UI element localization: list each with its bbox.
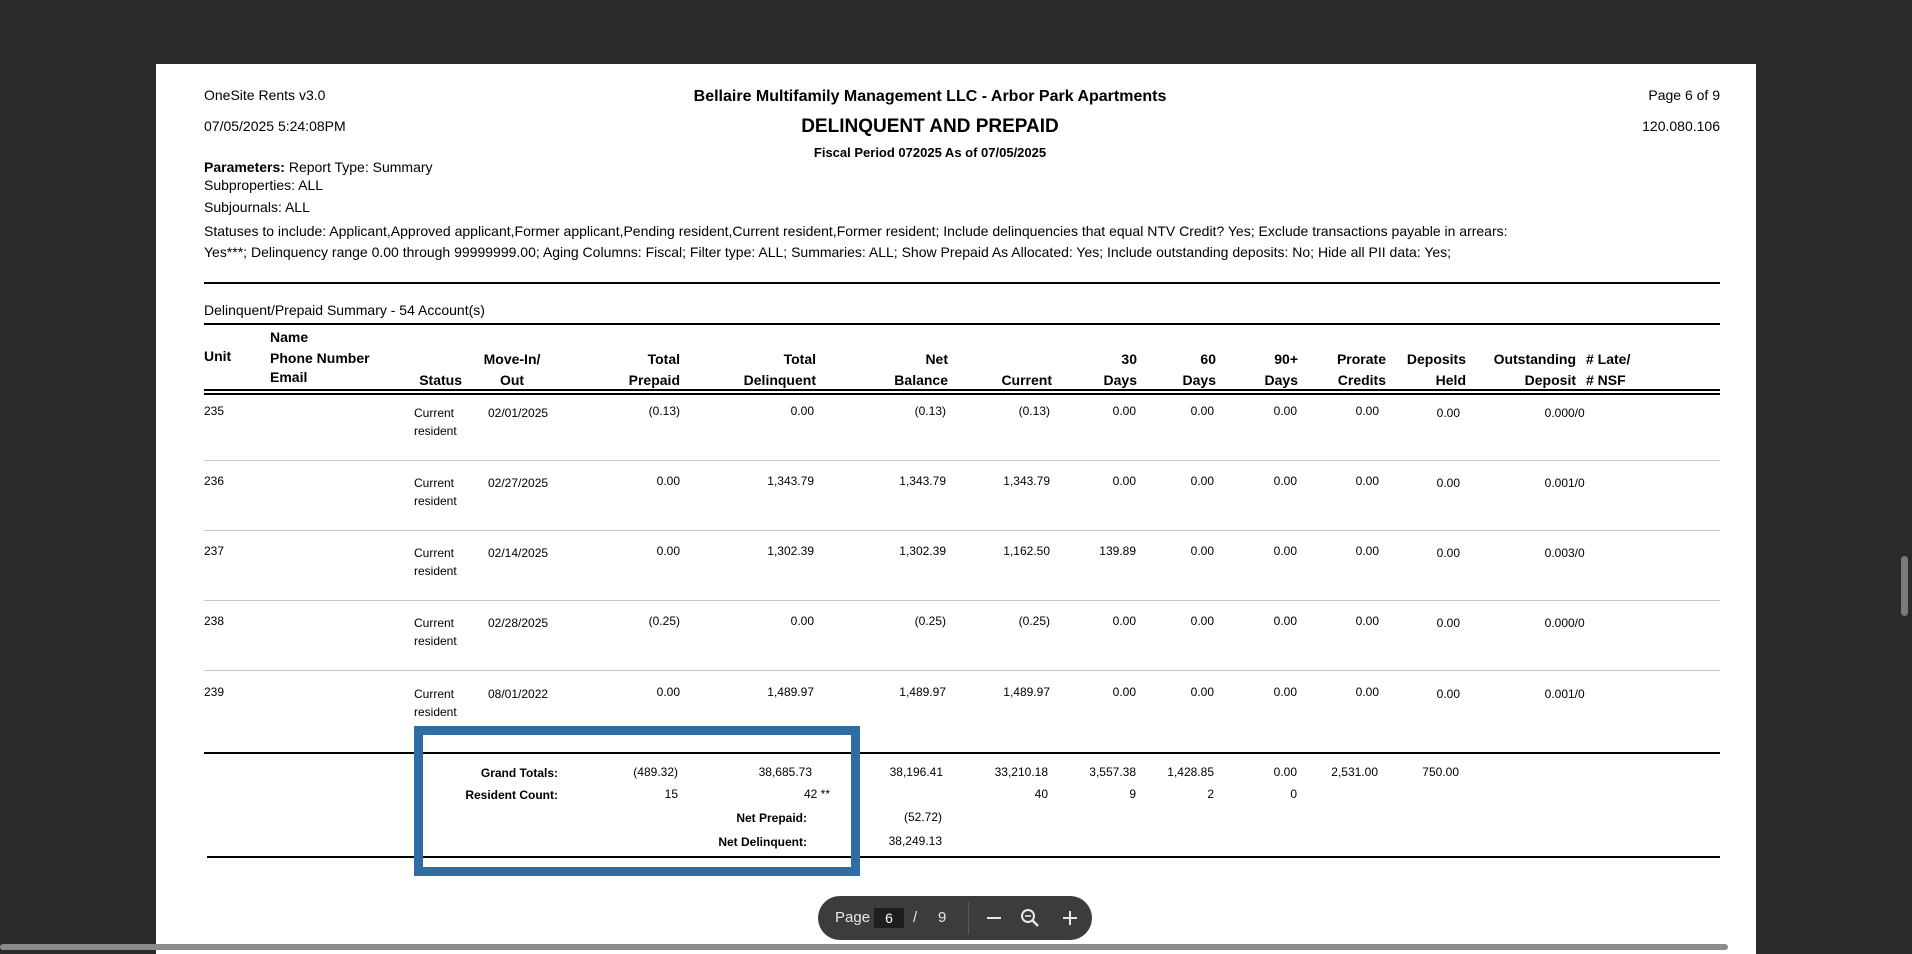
net-prepaid-value: (52.72) bbox=[903, 810, 942, 824]
row-cell-movein: 02/28/2025 bbox=[488, 616, 549, 630]
row-cell-movein: 02/27/2025 bbox=[488, 476, 549, 490]
report-page bbox=[156, 64, 1756, 954]
row-cell-net: (0.13) bbox=[914, 404, 946, 418]
row-cell-movein: 02/01/2025 bbox=[488, 406, 549, 420]
minus-icon bbox=[982, 906, 1006, 930]
statuses-text: Statuses to include: Applicant,Approved applicant,Former applicant,Pending resident,Current resident,Former resident; Include delinquencies that equal NTV Credit? Yes; Exclude transactions payable in arrears: Yes***; Delinquency range 0.00 through 99999999.00; Aging Columns: Fiscal; Filter type: ALL; Summaries: ALL; Show Prepaid As Allocated: Yes; Include outstanding deposits: No; Hide all PII data: Yes; bbox=[204, 223, 1508, 260]
plus-icon bbox=[1058, 906, 1082, 930]
row-cell-outst: 0.00 bbox=[1544, 476, 1568, 490]
row-divider bbox=[204, 460, 1720, 461]
row-cell-outst: 0.00 bbox=[1544, 406, 1568, 420]
row-cell-unit: 239 bbox=[204, 685, 225, 699]
magnifier-icon bbox=[1018, 906, 1042, 930]
row-cell-prorate: 0.00 bbox=[1355, 404, 1379, 418]
row-cell-current: 1,162.50 bbox=[1003, 544, 1050, 558]
row-cell-unit: 235 bbox=[204, 404, 225, 418]
row-cell-d60: 0.00 bbox=[1190, 404, 1214, 418]
row-cell-prorate: 0.00 bbox=[1355, 685, 1379, 699]
total-pages: 9 bbox=[938, 909, 947, 926]
col-total-delinquent: Total Delinquent bbox=[743, 351, 816, 388]
count-60: 2 bbox=[1207, 787, 1214, 801]
row-cell-status2: resident bbox=[414, 705, 457, 719]
row-cell-late: 1/0 bbox=[1568, 687, 1585, 701]
row-cell-status1: Current bbox=[414, 406, 455, 420]
row-cell-d30: 0.00 bbox=[1112, 685, 1136, 699]
row-cell-deposits: 0.00 bbox=[1436, 687, 1460, 701]
row-cell-net: 1,489.97 bbox=[899, 685, 946, 699]
row-cell-status2: resident bbox=[414, 424, 457, 438]
row-cell-delinq: 1,302.39 bbox=[767, 544, 814, 558]
row-cell-current: (0.25) bbox=[1018, 614, 1050, 628]
row-cell-movein: 02/14/2025 bbox=[488, 546, 549, 560]
grand-total-60: 1,428.85 bbox=[1167, 765, 1214, 779]
row-cell-status2: resident bbox=[414, 634, 457, 648]
row-cell-deposits: 0.00 bbox=[1436, 616, 1460, 630]
page-separator: / bbox=[913, 909, 918, 926]
row-cell-d90: 0.00 bbox=[1273, 544, 1297, 558]
row-cell-status1: Current bbox=[414, 476, 455, 490]
row-cell-current: 1,489.97 bbox=[1003, 685, 1050, 699]
divider bbox=[204, 393, 1720, 395]
count-90: 0 bbox=[1290, 787, 1297, 801]
parameters-value: Report Type: Summary bbox=[288, 159, 433, 175]
col-status: Status bbox=[419, 372, 462, 388]
row-cell-outst: 0.00 bbox=[1544, 687, 1568, 701]
grand-total-net: 38,196.41 bbox=[889, 765, 943, 779]
row-cell-status1: Current bbox=[414, 546, 455, 560]
count-delinquent: 42 ** bbox=[803, 787, 830, 801]
resident-count-label: Resident Count: bbox=[465, 788, 558, 802]
row-cell-late: 0/0 bbox=[1568, 616, 1585, 630]
row-cell-d60: 0.00 bbox=[1190, 544, 1214, 558]
row-cell-late: 1/0 bbox=[1568, 476, 1585, 490]
row-cell-delinq: 1,343.79 bbox=[767, 474, 814, 488]
col-late-nsf: # Late/ # NSF bbox=[1586, 351, 1631, 388]
parameters-label: Parameters: bbox=[204, 159, 285, 175]
grand-total-30: 3,557.38 bbox=[1089, 765, 1136, 779]
row-cell-prepaid: 0.00 bbox=[656, 685, 680, 699]
row-cell-late: 0/0 bbox=[1568, 406, 1585, 420]
row-cell-status2: resident bbox=[414, 564, 457, 578]
row-cell-d30: 0.00 bbox=[1112, 614, 1136, 628]
row-cell-outst: 0.00 bbox=[1544, 546, 1568, 560]
row-divider bbox=[204, 530, 1720, 531]
divider bbox=[204, 389, 1720, 391]
row-cell-net: (0.25) bbox=[914, 614, 946, 628]
row-divider bbox=[204, 670, 1720, 671]
col-current: Current bbox=[1001, 372, 1052, 388]
report-title: DELINQUENT AND PREPAID bbox=[801, 116, 1059, 137]
vertical-scrollbar-thumb[interactable] bbox=[1901, 556, 1908, 616]
horizontal-scrollbar[interactable] bbox=[0, 944, 1728, 950]
row-cell-late: 3/0 bbox=[1568, 546, 1585, 560]
row-cell-delinq: 0.00 bbox=[790, 404, 814, 418]
zoom-out-button[interactable] bbox=[982, 906, 1006, 930]
col-60-days: 60 Days bbox=[1182, 351, 1216, 388]
software-name: OneSite Rents v3.0 bbox=[204, 87, 326, 103]
row-cell-net: 1,343.79 bbox=[899, 474, 946, 488]
page-label: Page bbox=[835, 909, 871, 926]
row-cell-d90: 0.00 bbox=[1273, 404, 1297, 418]
col-total-prepaid: Total Prepaid bbox=[628, 351, 680, 388]
row-cell-prepaid: 0.00 bbox=[656, 544, 680, 558]
fiscal-period: Fiscal Period 072025 As of 07/05/2025 bbox=[813, 145, 1047, 160]
row-cell-outst: 0.00 bbox=[1544, 616, 1568, 630]
zoom-in-button[interactable] bbox=[1058, 906, 1082, 930]
row-cell-status2: resident bbox=[414, 494, 457, 508]
row-cell-prorate: 0.00 bbox=[1355, 474, 1379, 488]
grand-total-deposits: 750.00 bbox=[1422, 765, 1459, 779]
fit-zoom-button[interactable] bbox=[1018, 906, 1042, 930]
row-cell-delinq: 1,489.97 bbox=[767, 685, 814, 699]
row-cell-d60: 0.00 bbox=[1190, 685, 1214, 699]
row-cell-d90: 0.00 bbox=[1273, 474, 1297, 488]
row-cell-current: (0.13) bbox=[1018, 404, 1050, 418]
grand-total-current: 33,210.18 bbox=[994, 765, 1048, 779]
subproperties: Subproperties: ALL bbox=[204, 177, 324, 193]
row-cell-status1: Current bbox=[414, 687, 455, 701]
grand-total-prepaid: (489.32) bbox=[633, 765, 678, 779]
net-prepaid-label: Net Prepaid: bbox=[736, 811, 807, 825]
row-cell-prepaid: (0.25) bbox=[648, 614, 680, 628]
row-cell-prepaid: (0.13) bbox=[648, 404, 680, 418]
grand-totals-label: Grand Totals: bbox=[480, 766, 558, 780]
row-cell-d30: 0.00 bbox=[1112, 404, 1136, 418]
divider bbox=[204, 323, 1720, 325]
pdf-toolbar bbox=[818, 896, 1092, 940]
row-divider bbox=[204, 600, 1720, 601]
row-cell-unit: 237 bbox=[204, 544, 225, 558]
row-cell-unit: 238 bbox=[204, 614, 225, 628]
count-30: 9 bbox=[1129, 787, 1136, 801]
toolbar-divider bbox=[968, 902, 969, 934]
col-outstanding-deposit: Outstanding Deposit bbox=[1493, 351, 1576, 388]
col-name: Name Phone Number Email bbox=[270, 329, 370, 385]
grand-total-prorate: 2,531.00 bbox=[1331, 765, 1378, 779]
col-30-days: 30 Days bbox=[1103, 351, 1137, 388]
row-cell-status1: Current bbox=[414, 616, 455, 630]
page-number-input[interactable] bbox=[874, 908, 904, 928]
row-cell-net: 1,302.39 bbox=[899, 544, 946, 558]
row-cell-d90: 0.00 bbox=[1273, 614, 1297, 628]
row-cell-d30: 0.00 bbox=[1112, 474, 1136, 488]
net-delinquent-value: 38,249.13 bbox=[888, 834, 942, 848]
page-number: Page 6 of 9 bbox=[1648, 87, 1720, 103]
col-prorate-credits: Prorate Credits bbox=[1336, 351, 1386, 388]
row-cell-d60: 0.00 bbox=[1190, 474, 1214, 488]
grand-total-delinquent: 38,685.73 bbox=[758, 765, 812, 779]
report-datetime: 07/05/2025 5:24:08PM bbox=[204, 118, 346, 134]
row-cell-prepaid: 0.00 bbox=[656, 474, 680, 488]
col-90-days: 90+ Days bbox=[1264, 351, 1298, 388]
summary-title: Delinquent/Prepaid Summary - 54 Account(s) bbox=[204, 302, 485, 318]
subjournals: Subjournals: ALL bbox=[204, 199, 310, 215]
grand-total-90: 0.00 bbox=[1273, 765, 1297, 779]
divider bbox=[204, 282, 1720, 284]
col-unit: Unit bbox=[204, 348, 232, 364]
company-name: Bellaire Multifamily Management LLC - Arbor Park Apartments bbox=[693, 88, 1167, 105]
property-code: 120.080.106 bbox=[1642, 118, 1720, 134]
row-cell-unit: 236 bbox=[204, 474, 225, 488]
col-deposits-held: Deposits Held bbox=[1406, 351, 1466, 388]
count-current: 40 bbox=[1034, 787, 1048, 801]
row-cell-d30: 139.89 bbox=[1099, 544, 1136, 558]
row-cell-deposits: 0.00 bbox=[1436, 406, 1460, 420]
row-cell-d60: 0.00 bbox=[1190, 614, 1214, 628]
row-cell-movein: 08/01/2022 bbox=[488, 687, 549, 701]
row-cell-deposits: 0.00 bbox=[1436, 476, 1460, 490]
row-cell-delinq: 0.00 bbox=[790, 614, 814, 628]
col-net-balance: Net Balance bbox=[894, 351, 948, 388]
row-cell-d90: 0.00 bbox=[1273, 685, 1297, 699]
row-cell-prorate: 0.00 bbox=[1355, 614, 1379, 628]
row-cell-deposits: 0.00 bbox=[1436, 546, 1460, 560]
count-prepaid: 15 bbox=[664, 787, 678, 801]
highlight-box bbox=[414, 726, 860, 876]
row-cell-prorate: 0.00 bbox=[1355, 544, 1379, 558]
row-cell-current: 1,343.79 bbox=[1003, 474, 1050, 488]
col-move-in: Move-In/ Out bbox=[483, 351, 541, 388]
net-delinquent-label: Net Delinquent: bbox=[718, 835, 807, 849]
